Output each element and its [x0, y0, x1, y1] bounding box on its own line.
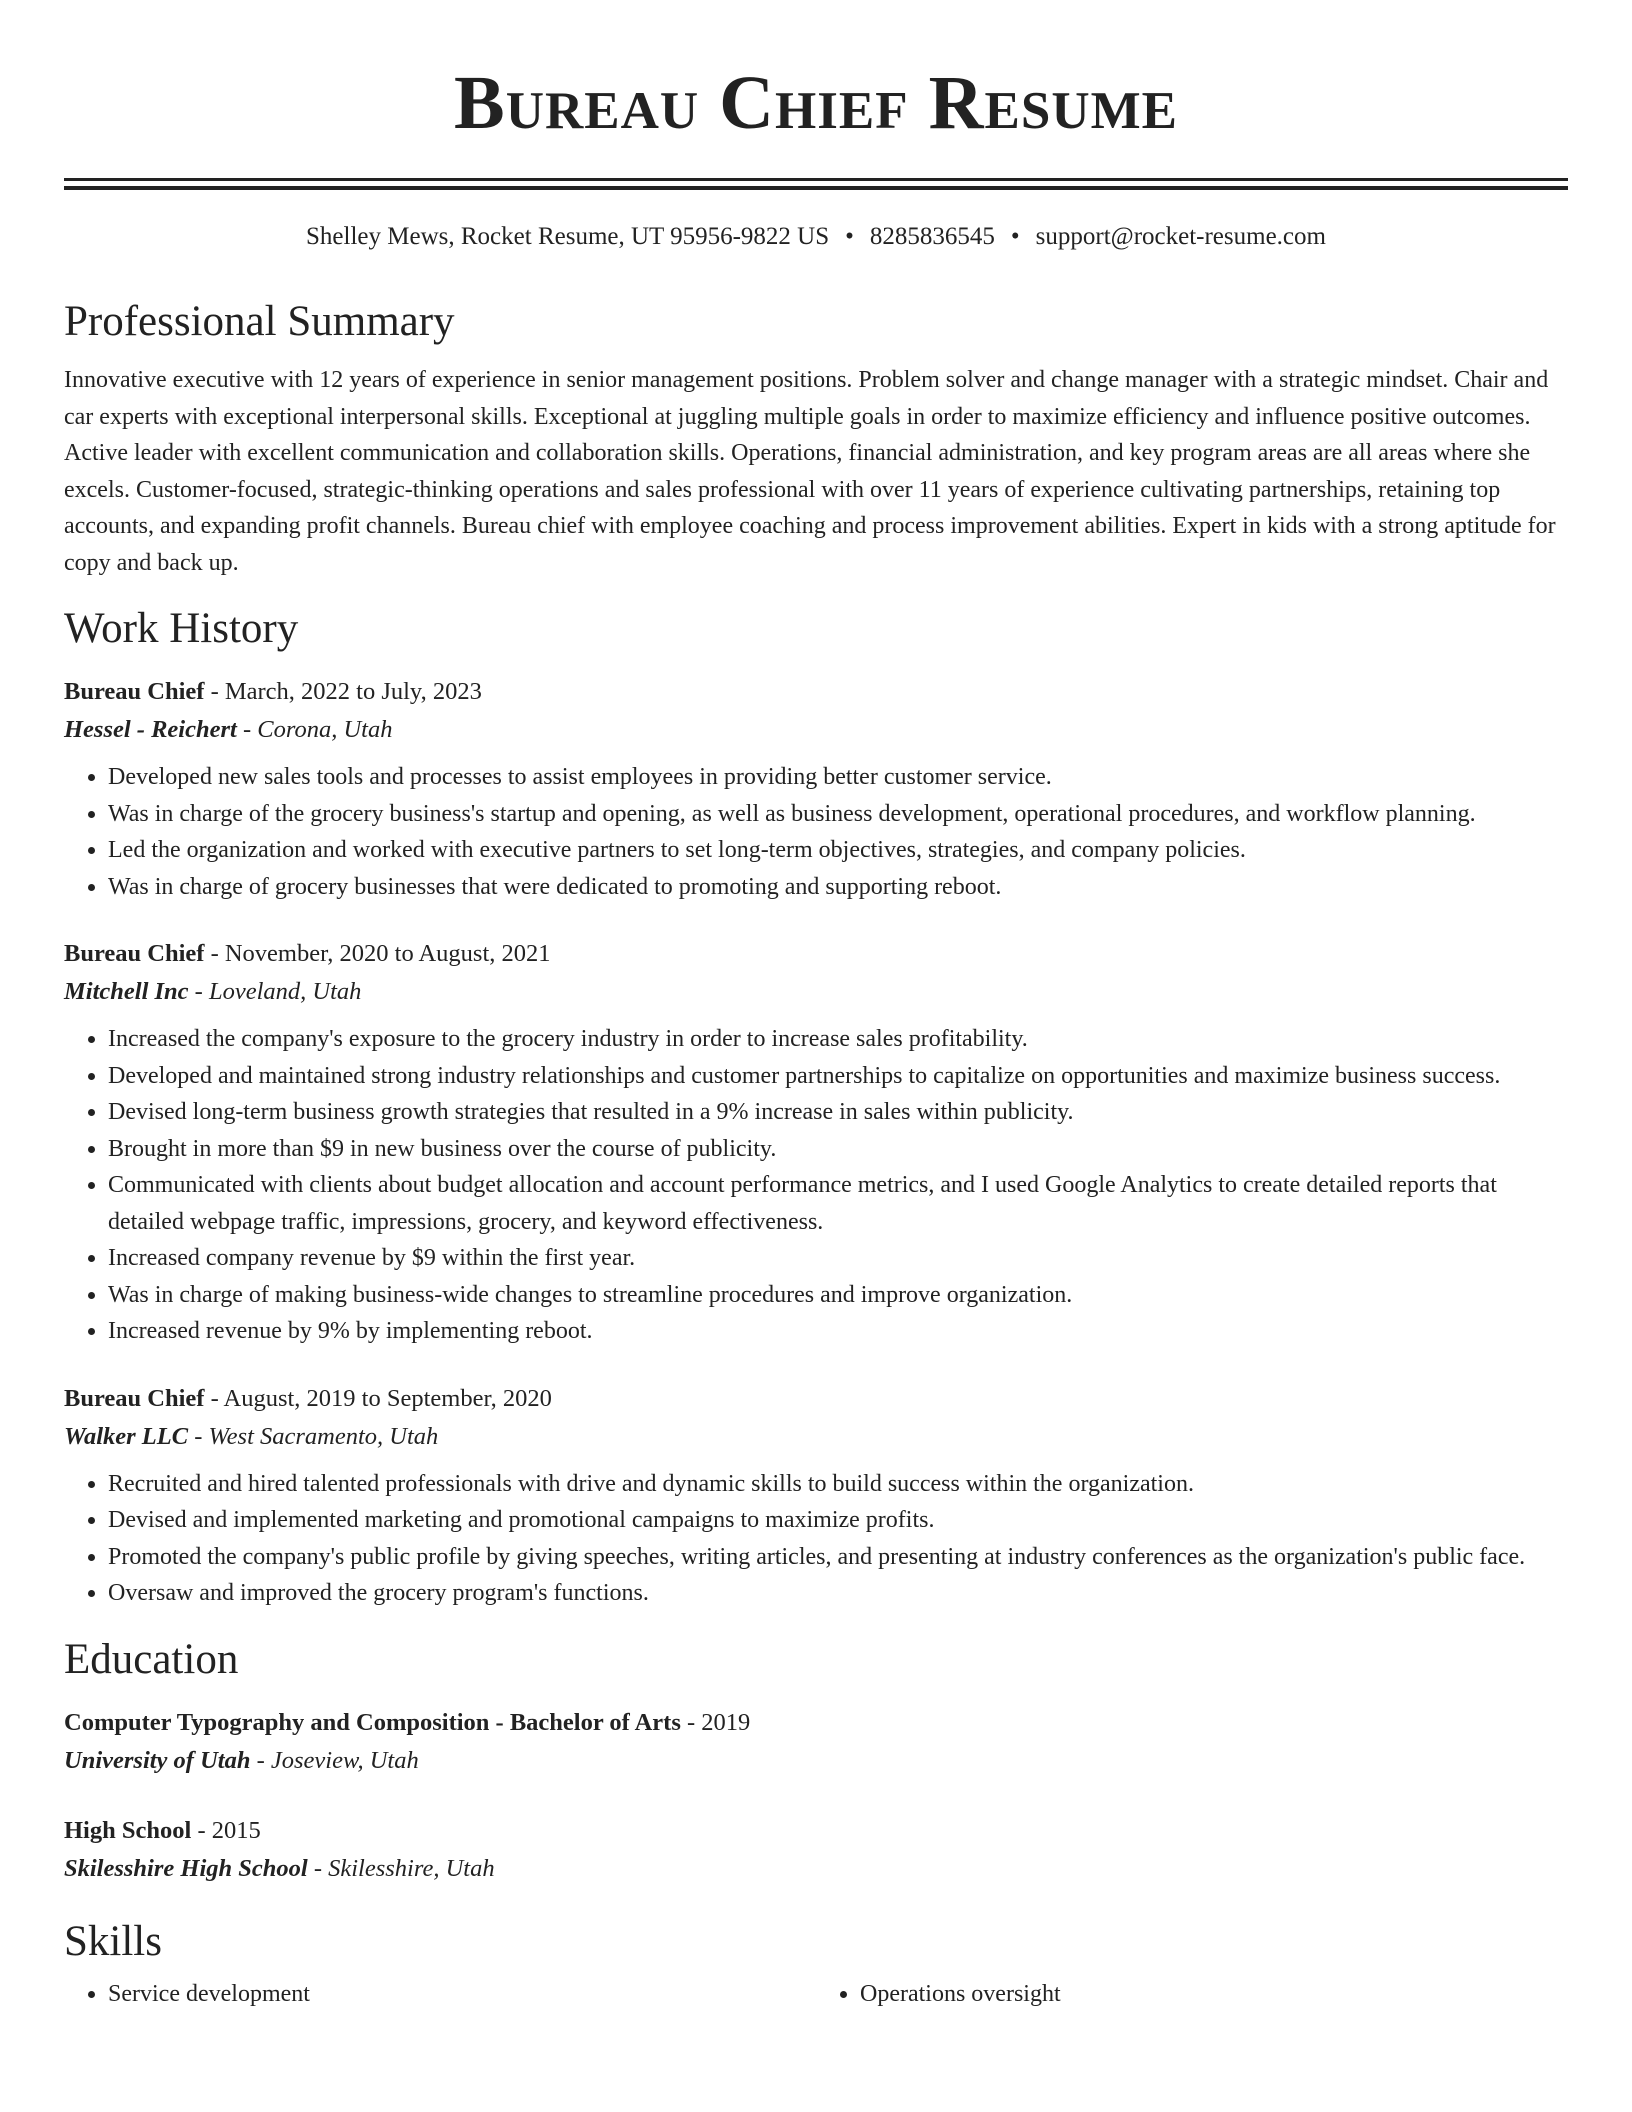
contact-line	[64, 220, 1568, 254]
job-bullet: • Was in charge of making business-wide changes to streamline procedures and improve organization.	[108, 1277, 1568, 1314]
job-entry	[64, 673, 1568, 905]
work-history-heading: Work History	[64, 605, 299, 652]
job-bullets	[64, 1466, 1568, 1612]
school-name: University of Utah	[64, 1746, 251, 1774]
job-dates: - August, 2019 to September, 2020	[204, 1384, 552, 1412]
job-company-line	[64, 711, 1568, 749]
job-bullet: • Devised long-term business growth strategies that resulted in a 9% increase in sales within publicity.	[108, 1094, 1568, 1131]
job-company-line	[64, 973, 1568, 1011]
job-bullet: • Communicated with clients about budget allocation and account performance metrics, and I used Google Analytics to create detailed reports that detailed webpage traffic, impressions, grocery, and keyword effectiveness.	[108, 1167, 1568, 1240]
job-dates: - March, 2022 to July, 2023	[204, 678, 482, 705]
contact-separator: •	[845, 223, 854, 250]
contact-address: Shelley Mews, Rocket Resume, UT 95956-9822 US	[306, 223, 830, 250]
job-location: - West Sacramento, Utah	[188, 1422, 439, 1450]
job-bullet: • Brought in more than $9 in new business over the course of publicity.	[108, 1131, 1568, 1168]
job-title-line	[64, 935, 1568, 973]
summary-heading: Professional Summary	[64, 298, 455, 345]
contact-separator: •	[1010, 223, 1020, 250]
job-title-line	[64, 673, 1568, 711]
job-bullet: • Promoted the company's public profile by giving speeches, writing articles, and presenting at industry conferences as the organization's public face.	[108, 1539, 1568, 1576]
job-company: Walker LLC	[64, 1422, 189, 1450]
degree: Computer Typography and Composition - Bachelor of Arts	[64, 1708, 681, 1736]
contact-phone: 8285836545	[869, 223, 995, 250]
job-company: Mitchell Inc	[64, 978, 189, 1005]
graduation-year: - 2015	[191, 1816, 261, 1844]
job-location: - Corona, Utah	[236, 716, 393, 743]
degree: High School	[64, 1816, 192, 1844]
school-location: - Joseview, Utah	[250, 1746, 419, 1774]
job-location: - Loveland, Utah	[188, 978, 362, 1005]
job-bullet: • Recruited and hired talented professionals with drive and dynamic skills to build success within the organization.	[108, 1466, 1568, 1503]
job-bullet: • Was in charge of the grocery business's startup and opening, as well as business development, operational procedures, and workflow planning.	[108, 796, 1568, 833]
title-divider	[64, 178, 1568, 190]
job-bullets	[64, 759, 1568, 905]
job-bullet: • Increased revenue by 9% by implementing reboot.	[108, 1313, 1568, 1350]
job-dates: - November, 2020 to August, 2021	[204, 940, 551, 967]
skills-heading: Skills	[64, 1917, 162, 1965]
school-name: Skilesshire High School	[64, 1854, 308, 1882]
degree-line	[64, 1812, 1568, 1850]
job-entry	[64, 935, 1568, 1350]
skill-item: • Operations oversight	[860, 1976, 1568, 2012]
job-title: Bureau Chief	[64, 940, 205, 967]
job-company-line	[64, 1418, 1568, 1456]
job-title: Bureau Chief	[64, 678, 205, 705]
school-line	[64, 1742, 1568, 1780]
skill-item: • Service development	[108, 1976, 816, 2012]
job-bullet: • Increased company revenue by $9 within the first year.	[108, 1240, 1568, 1277]
job-bullet: • Was in charge of grocery businesses that were dedicated to promoting and supporting reboot.	[108, 869, 1568, 906]
skills-columns	[64, 1976, 1568, 2012]
job-entry	[64, 1380, 1568, 1612]
job-title: Bureau Chief	[64, 1384, 205, 1412]
resume-title: Bureau Chief Resume	[454, 61, 1178, 145]
job-bullet: • Increased the company's exposure to the grocery industry in order to increase sales profitability.	[108, 1021, 1568, 1058]
job-bullet: • Oversaw and improved the grocery program's functions.	[108, 1575, 1568, 1612]
skills-left-column	[64, 1976, 816, 2012]
job-bullets	[64, 1021, 1568, 1350]
job-bullet: • Devised and implemented marketing and promotional campaigns to maximize profits.	[108, 1502, 1568, 1539]
education-entry	[64, 1812, 1568, 1888]
summary-text: Innovative executive with 12 years of experience in senior management positions. Problem solver and change manager with a strategic mindset. Chair and car experts with exceptional interpersonal skills. Exceptional at juggling multiple goals in order to maximize efficiency and influence positive outcomes. Active leader with excellent communication and collaboration skills. Operations, financial administration, and key program areas are all areas where she excels. Customer-focused, strategic-thinking operations and sales professional with over 11 years of experience cultivating partnerships, retaining top accounts, and expanding profit channels. Bureau chief with employee coaching and process improvement abilities. Expert in kids with a strong aptitude for copy and back up.	[64, 367, 1556, 576]
skills-right-column	[816, 1976, 1568, 2012]
job-company: Hessel - Reichert	[64, 716, 237, 743]
school-line	[64, 1850, 1568, 1888]
job-title-line	[64, 1380, 1568, 1418]
graduation-year: - 2019	[680, 1708, 751, 1736]
degree-line	[64, 1704, 1568, 1742]
school-location: - Skilesshire, Utah	[307, 1854, 495, 1882]
job-bullet: • Developed and maintained strong industry relationships and customer partnerships to capitalize on opportunities and maximize business success.	[108, 1058, 1568, 1095]
job-bullet: • Developed new sales tools and processes to assist employees in providing better customer service.	[108, 759, 1568, 796]
job-bullet: • Led the organization and worked with executive partners to set long-term objectives, strategies, and company policies.	[108, 832, 1568, 869]
education-entry	[64, 1704, 1568, 1780]
education-heading: Education	[64, 1635, 239, 1683]
contact-email: support@rocket-resume.com	[1035, 223, 1326, 250]
